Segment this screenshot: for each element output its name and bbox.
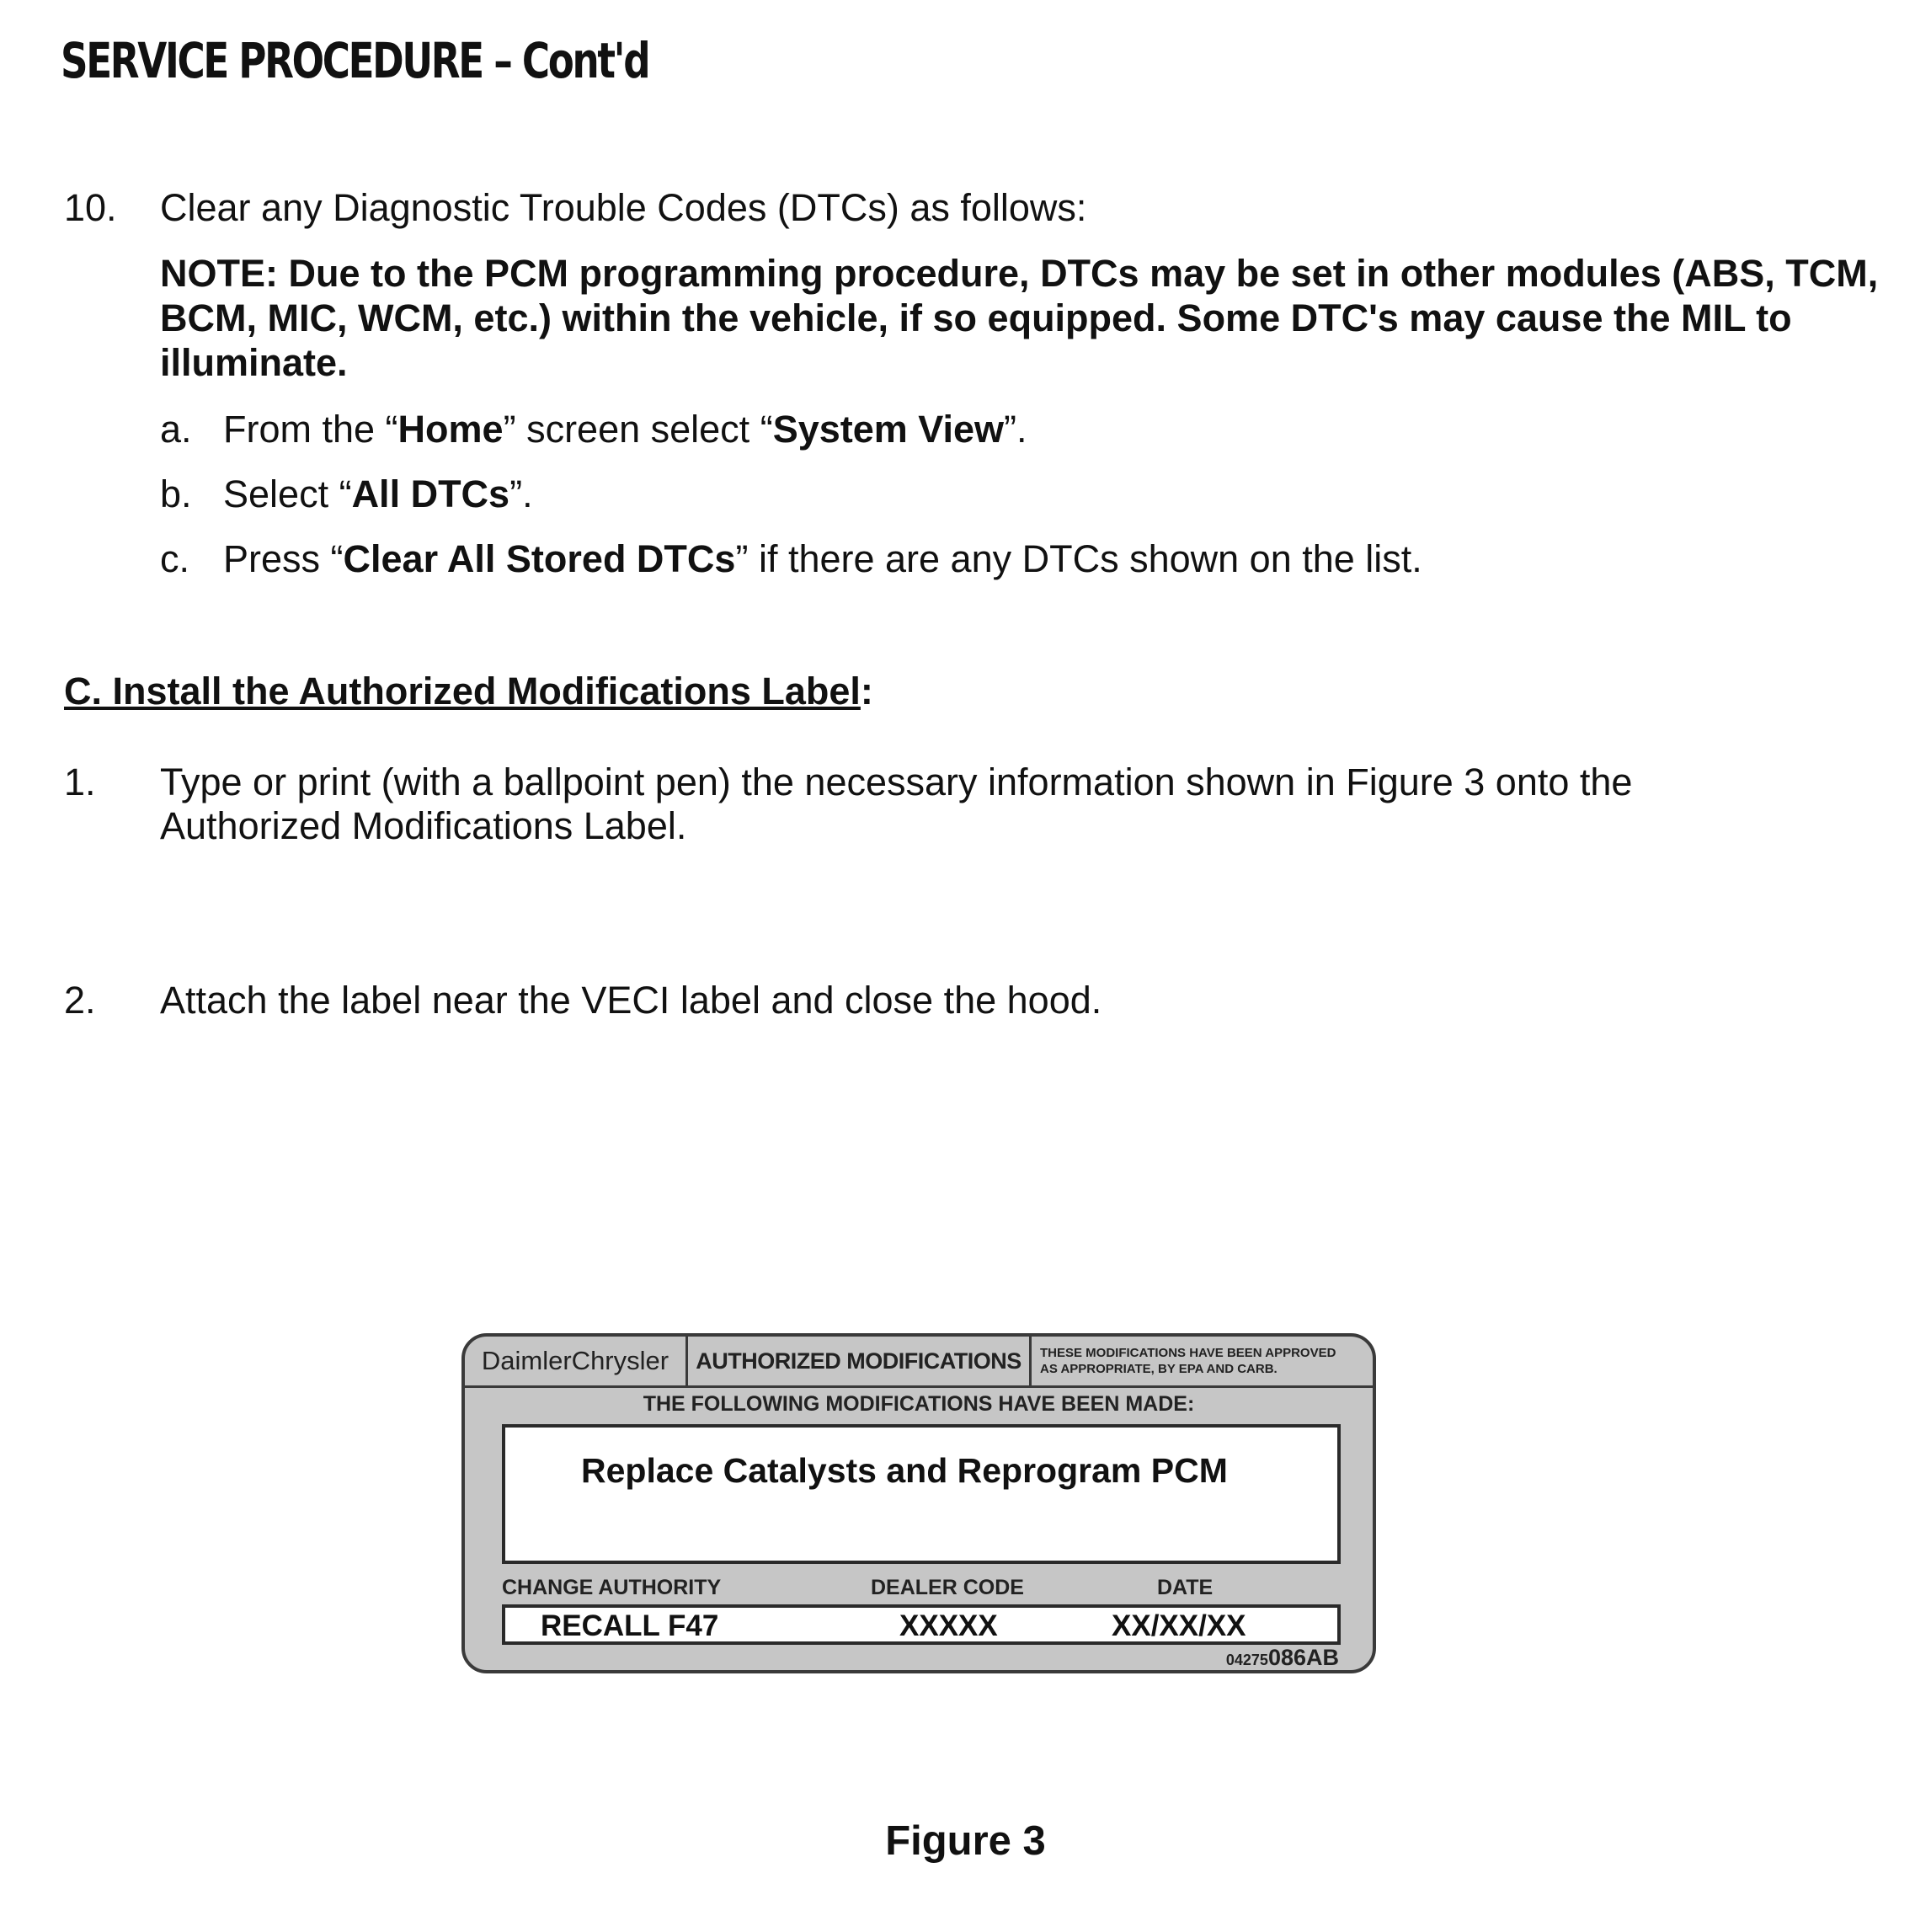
label-title: AUTHORIZED MODIFICATIONS [688, 1337, 1032, 1385]
label-made-header: THE FOLLOWING MODIFICATIONS HAVE BEEN MADE: [643, 1392, 1195, 1416]
bold-term: Home [397, 408, 504, 451]
label-part-number: 04275086AB [1225, 1645, 1339, 1670]
authorized-modifications-label [461, 1333, 1376, 1673]
step-text: Type or print (with a ballpoint pen) the necessary information shown in Figure 3 onto the [160, 761, 1633, 803]
bold-term: Clear All Stored DTCs [343, 537, 736, 580]
note-text: NOTE: Due to the PCM programming procedure, DTCs may be set in other modules (ABS, TCM, BCM, MIC, WCM, etc.) within the vehicle, if so equipped. Some DTC's may cause the MIL to illuminate. [160, 252, 1879, 384]
substep-c: Press “Clear All Stored DTCs” if there are any DTCs shown on the list. [223, 537, 1422, 580]
substep-letter: a. [160, 408, 192, 451]
label-header-row [465, 1337, 1373, 1388]
label-val-change: RECALL F47 [541, 1609, 719, 1642]
bold-term: System View [772, 408, 1005, 451]
substep-a: From the “Home” screen select “System View”. [223, 408, 1027, 451]
step-text: Attach the label near the VECI label and close the hood. [160, 979, 1102, 1022]
label-approval: THESE MODIFICATIONS HAVE BEEN APPROVED AS APPROPRIATE, BY EPA AND CARB. [1040, 1346, 1336, 1376]
label-values-box [502, 1604, 1341, 1645]
label-val-date: XX/XX/XX [1112, 1609, 1246, 1642]
label-col-dealer: DEALER CODE [871, 1576, 1024, 1599]
label-col-change: CHANGE AUTHORITY [502, 1576, 722, 1599]
step-text: Authorized Modifications Label. [160, 804, 687, 847]
section-heading: C. Install the Authorized Modifications Label: [64, 670, 873, 712]
page-title: SERVICE PROCEDURE – Cont'd [61, 32, 649, 89]
substep-b: Select “All DTCs”. [223, 472, 533, 515]
substep-letter: c. [160, 537, 190, 580]
label-col-date: DATE [1157, 1576, 1214, 1599]
step-number: 2. [64, 979, 96, 1022]
bold-term: All DTCs [351, 472, 510, 515]
substep-letter: b. [160, 472, 192, 515]
step-text: Clear any Diagnostic Trouble Codes (DTCs) as follows: [160, 186, 1087, 229]
step-number: 10. [64, 186, 117, 229]
label-modification-text: Replace Catalysts and Reprogram PCM [581, 1451, 1228, 1490]
figure-caption: Figure 3 [885, 1818, 1046, 1864]
label-modification-box [502, 1424, 1341, 1564]
label-val-dealer: XXXXX [899, 1609, 998, 1642]
step-number: 1. [64, 761, 96, 803]
label-brand: DaimlerChrysler [465, 1337, 688, 1385]
